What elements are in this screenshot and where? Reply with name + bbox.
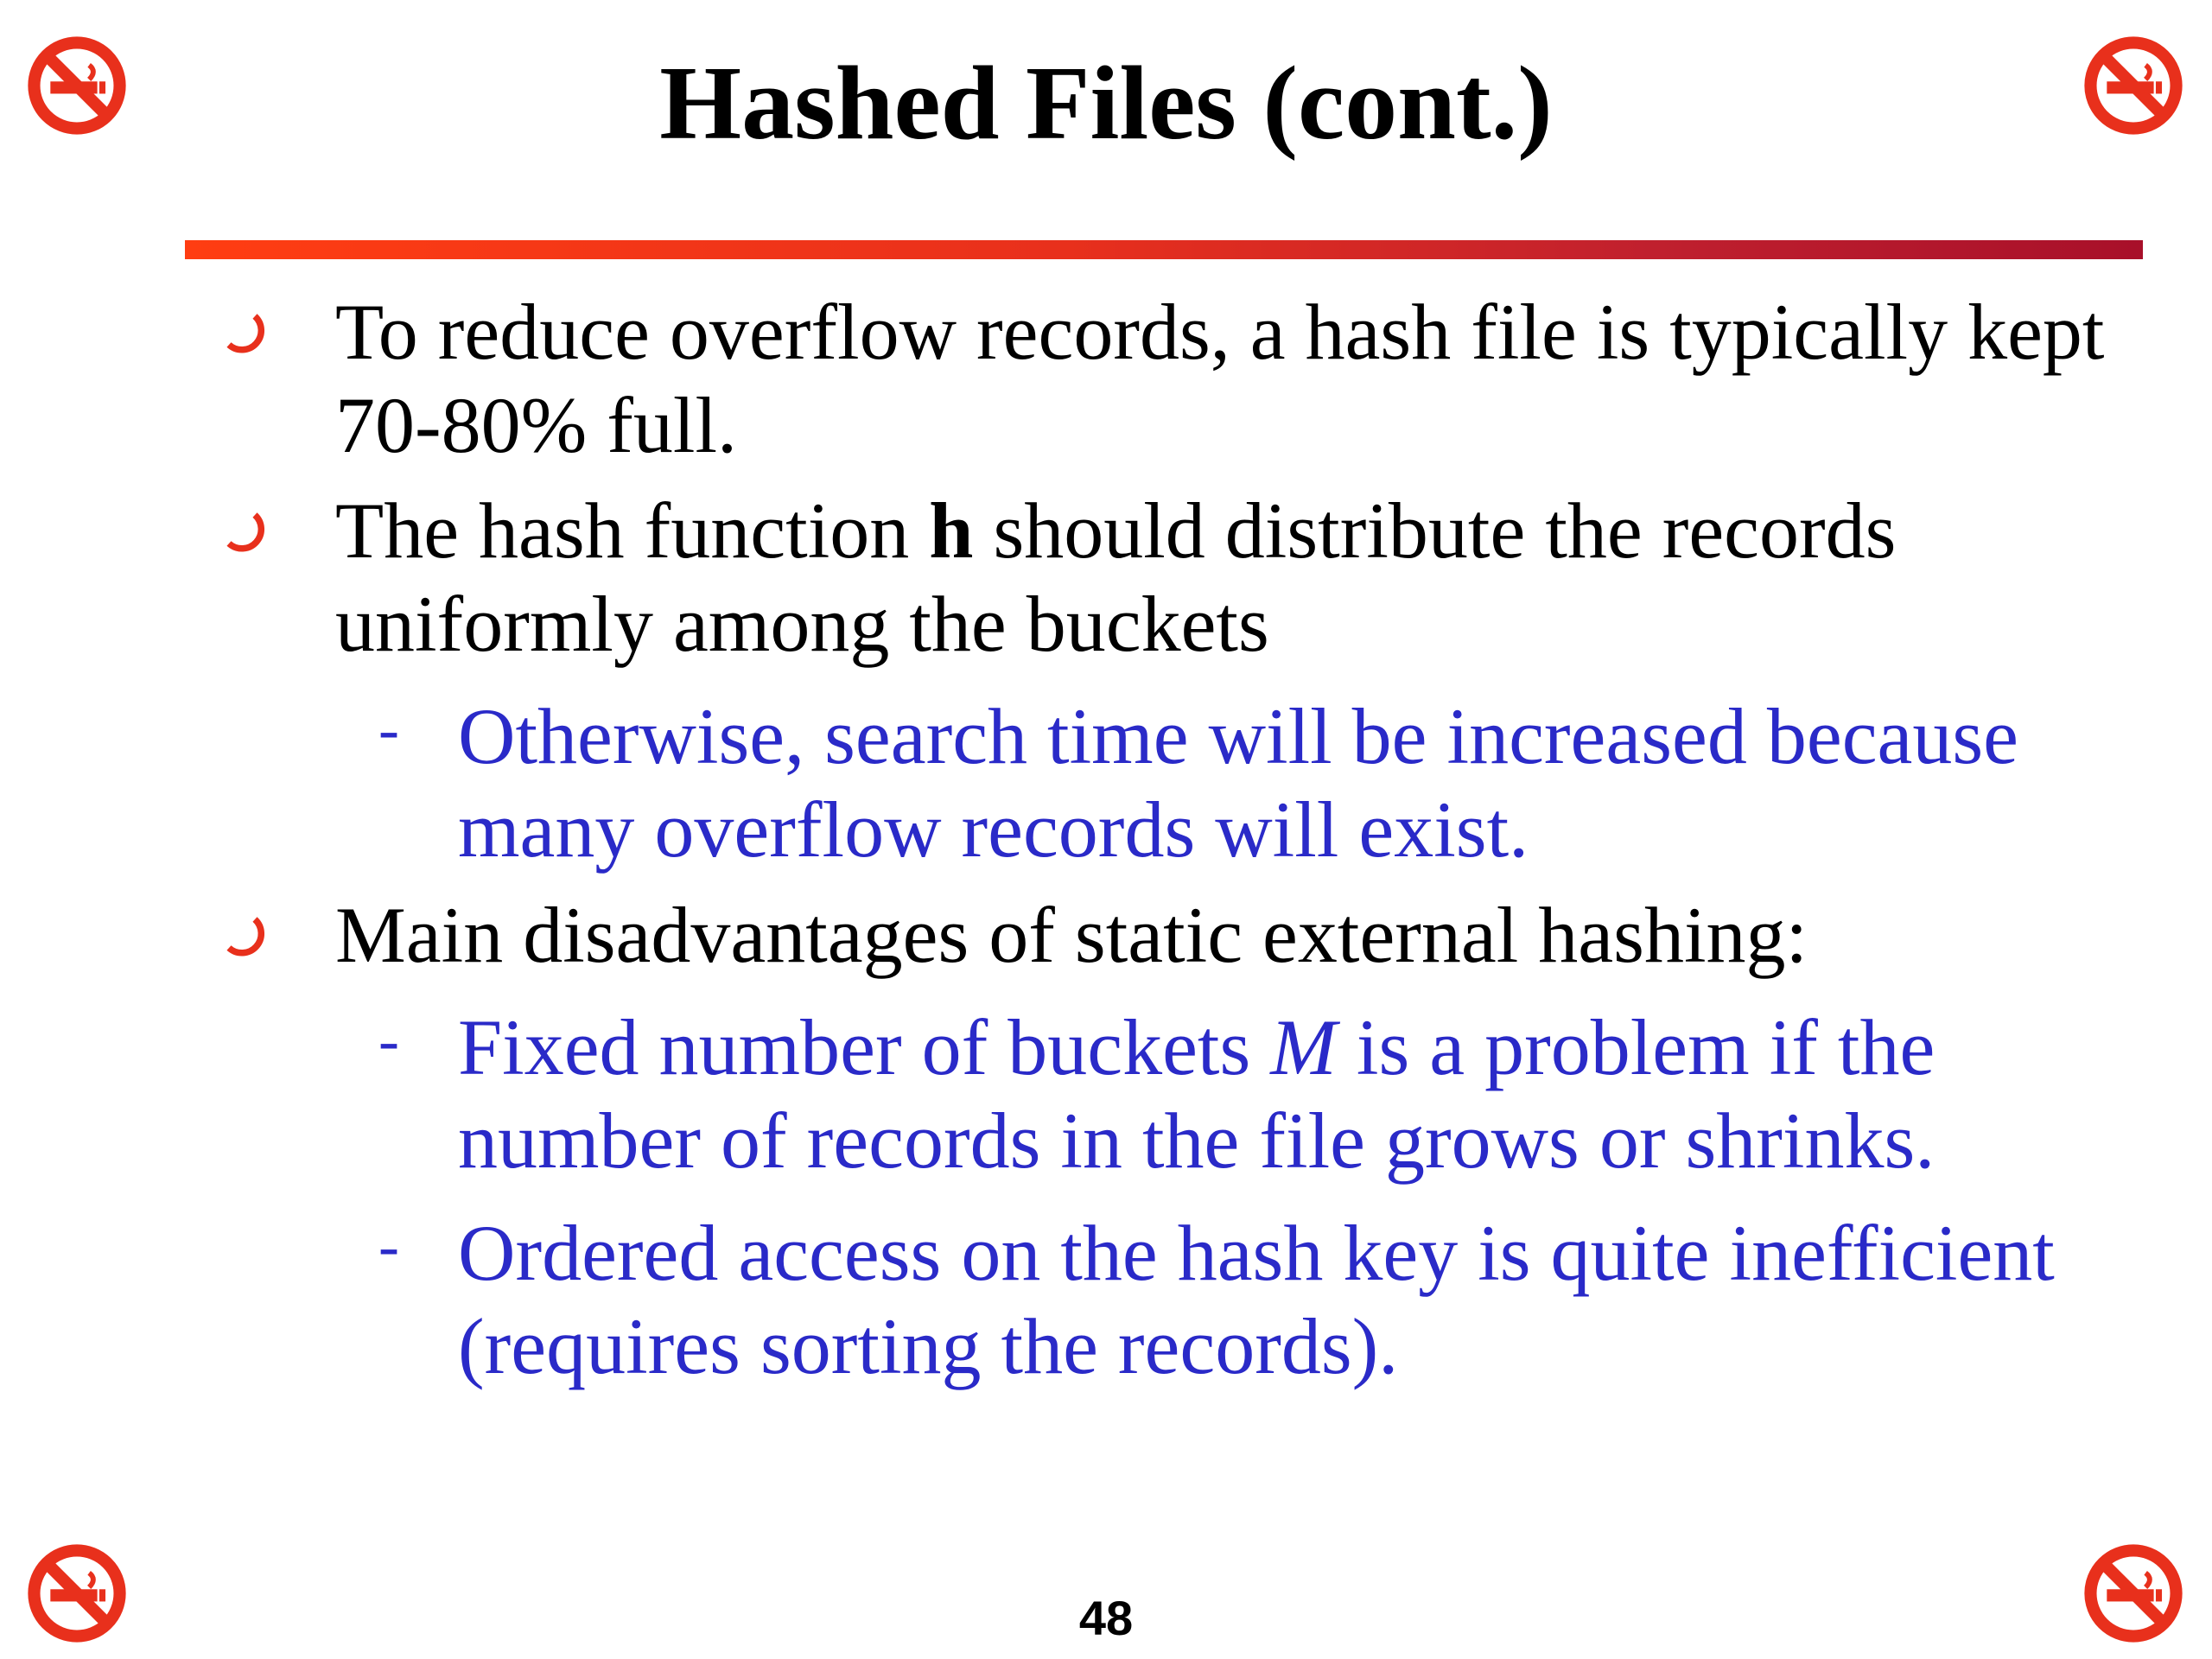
bullet-marker-icon xyxy=(216,505,268,556)
sub-bullet-text: Ordered access on the hash key is quite inefficient (requires sorting the records). xyxy=(458,1209,2055,1390)
sub-bullet-text: is a problem if the number of records in the file grows or shrinks. xyxy=(458,1003,1936,1185)
bullet-item xyxy=(0,888,2212,982)
sub-bullet-text-italic: M xyxy=(1270,1003,1337,1091)
page-number: 48 xyxy=(1078,1591,1134,1645)
sub-bullet-marker: - xyxy=(378,695,399,764)
sub-bullet-text: Fixed number of buckets xyxy=(458,1003,1271,1091)
sub-bullet-item xyxy=(0,1001,2212,1187)
sub-bullet-marker: - xyxy=(378,1006,399,1075)
bullet-text: The hash function xyxy=(335,486,930,575)
sub-bullet-text: Otherwise, search time will be increased because many overflow records will exist. xyxy=(458,692,2018,874)
slide-body xyxy=(0,285,2212,1393)
title-divider xyxy=(185,240,2143,259)
bullet-text-bold: h xyxy=(929,486,974,575)
bullet-text: To reduce overflow records, a hash file is typically kept 70-80% full. xyxy=(335,288,2105,469)
bullet-text: should distribute the records uniformly among the buckets xyxy=(335,486,1897,668)
bullet-text: Main disadvantages of static external hashing: xyxy=(335,891,1808,979)
bullet-marker-icon xyxy=(216,909,268,961)
sub-bullet-item xyxy=(0,690,2212,876)
bullet-marker-icon xyxy=(216,306,268,358)
bullet-item xyxy=(0,484,2212,671)
sub-bullet-item xyxy=(0,1206,2212,1393)
sub-bullet-marker: - xyxy=(378,1211,399,1281)
slide-title: Hashed Files (cont.) xyxy=(659,45,1553,162)
bullet-item xyxy=(0,285,2212,472)
